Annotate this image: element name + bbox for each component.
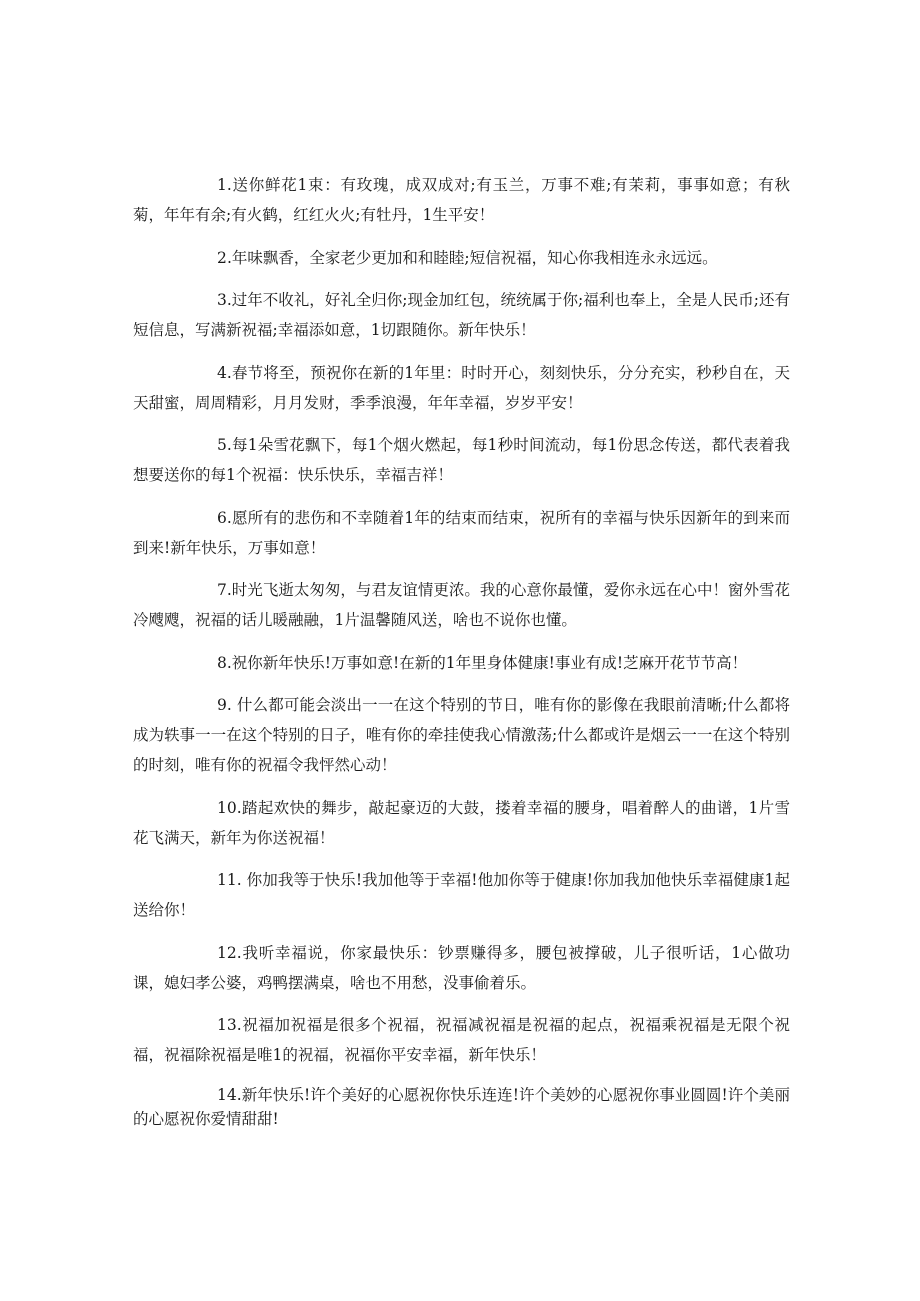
item-text: . 你加我等于快乐!我加他等于幸福!他加你等于健康!你加我加他快乐幸福健康1起送给你！: [133, 871, 790, 919]
item-number: 14: [217, 1085, 237, 1104]
item-text: .我听幸福说，你家最快乐：钞票赚得多，腰包被撑破，儿子很听话，1心做功课，媳妇孝公婆，鸡鸭摆满桌，啥也不用愁，没事偷着乐。: [133, 943, 790, 992]
list-item: [133, 170, 790, 230]
item-number: 4: [217, 363, 227, 382]
list-item: [133, 938, 790, 998]
item-number: 12: [217, 943, 237, 962]
item-text: .愿所有的悲伤和不幸随着1年的结束而结束，祝所有的幸福与快乐因新年的到来而到来!新年快乐，万事如意！: [133, 508, 790, 557]
list-item: [133, 1010, 790, 1070]
item-text: .时光飞逝太匆匆，与君友谊情更浓。我的心意你最懂，爱你永远在心中！窗外雪花冷飕飕，祝福的话儿暖融融，1片温馨随风送，啥也不说你也懂。: [133, 581, 790, 629]
item-text: . 什么都可能会淡出一一在这个特别的节日，唯有你的影像在我眼前清晰;什么都将成为轶事一一在这个特别的日子，唯有你的牵挂使我心情激荡;什么都或许是烟云一一在这个特别的时刻，唯有你的祝福令我怦然心动！: [133, 696, 790, 774]
list-item: [133, 575, 790, 635]
item-number: 3: [217, 291, 227, 309]
item-number: 10: [217, 798, 237, 817]
item-text: .春节将至，预祝你在新的1年里：时时开心，刻刻快乐，分分充实，秒秒自在，天天甜蜜，周周精彩，月月发财，季季浪漫，年年幸福，岁岁平安！: [133, 363, 790, 412]
greeting-list: [133, 170, 790, 1143]
item-number: 5: [217, 436, 227, 454]
item-number: 6: [217, 508, 227, 527]
list-item: [133, 430, 790, 490]
list-item: [133, 690, 790, 780]
item-number: 11: [217, 871, 237, 889]
item-text: .踏起欢快的舞步，敲起豪迈的大鼓，搂着幸福的腰身，唱着醉人的曲谱，1片雪花飞满天，新年为你送祝福！: [133, 798, 790, 847]
item-number: 9: [217, 696, 227, 714]
item-text: .过年不收礼，好礼全归你;现金加红包，统统属于你;福利也奉上，全是人民币;还有短信息，写满新祝福;幸福添如意，1切跟随你。新年快乐！: [133, 291, 790, 339]
item-number: 8: [217, 653, 227, 672]
item-number: 1: [217, 176, 227, 194]
list-item: [133, 285, 790, 345]
item-text: .祝福加祝福是很多个祝福，祝福减祝福是祝福的起点，祝福乘祝福是无限个祝福，祝福除祝福是唯1的祝福，祝福你平安幸福，新年快乐！: [133, 1016, 790, 1064]
list-item: [133, 503, 790, 563]
item-text: .送你鲜花1束：有玫瑰，成双成对;有玉兰，万事不难;有茉莉，事事如意；有秋菊，年年有余;有火鹤，红红火火;有牡丹，1生平安！: [133, 176, 790, 224]
item-number: 2: [217, 248, 227, 267]
list-item: [133, 865, 790, 925]
list-item: [133, 1083, 790, 1131]
list-item: [133, 358, 790, 418]
list-item: [133, 243, 790, 273]
list-item: [133, 793, 790, 853]
item-number: 7: [217, 581, 227, 599]
item-text: .祝你新年快乐!万事如意!在新的1年里身体健康!事业有成!芝麻开花节节高！: [226, 653, 748, 672]
list-item: [133, 648, 790, 678]
item-text: .年味飘香，全家老少更加和和睦睦;短信祝福，知心你我相连永永远远。: [227, 248, 718, 267]
item-text: .每1朵雪花飘下，每1个烟火燃起，每1秒时间流动，每1份思念传送，都代表着我想要送你的每1个祝福：快乐快乐，幸福吉祥！: [133, 436, 790, 484]
item-number: 13: [217, 1016, 237, 1034]
item-text: .新年快乐!许个美好的心愿祝你快乐连连!许个美妙的心愿祝你事业圆圆!许个美丽的心愿祝你爱情甜甜!: [133, 1085, 790, 1128]
